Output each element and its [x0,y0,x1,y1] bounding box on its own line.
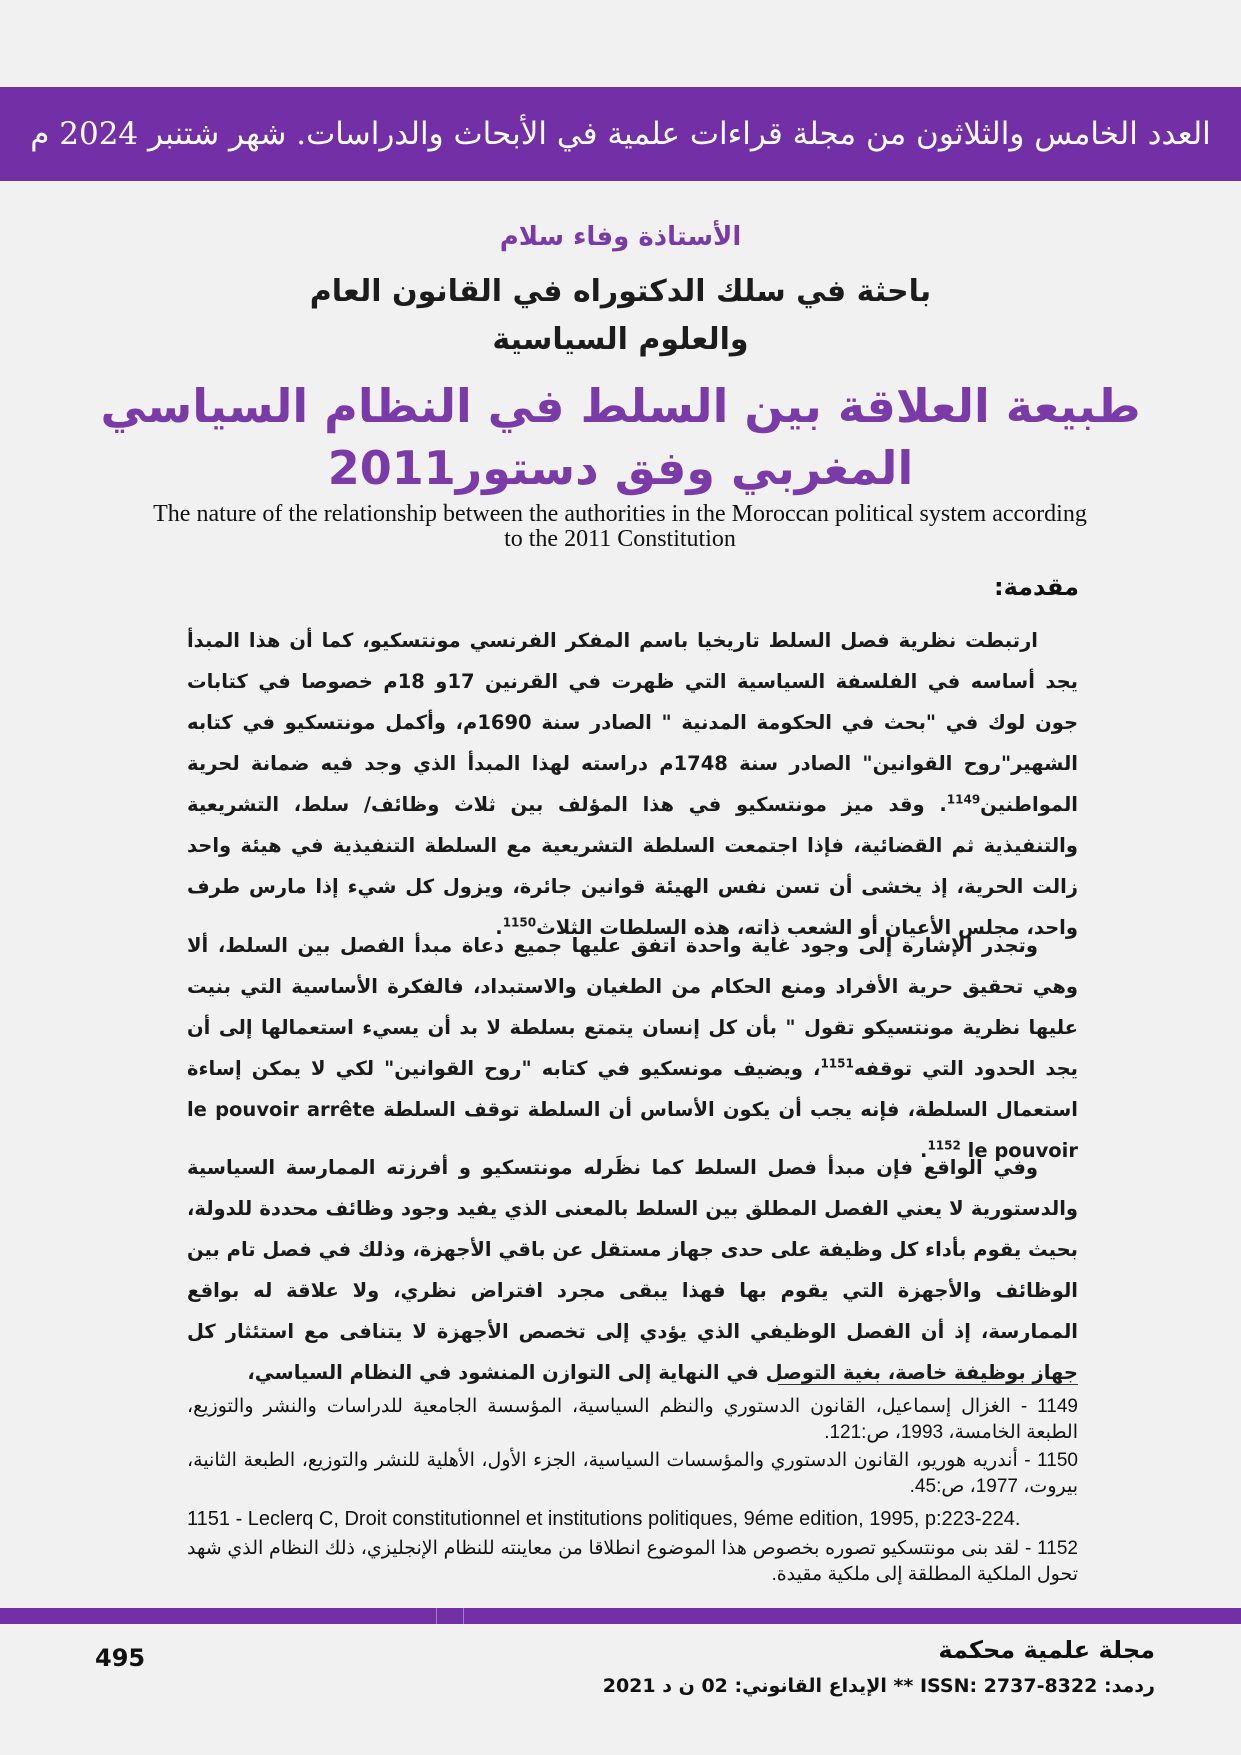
paragraph-2-french-quote: le pouvoir arrête le pouvoir [187,1098,1078,1162]
author-role [0,268,1241,364]
footnotes [187,1394,1078,1590]
legal-deposit-label: الإيداع القانوني: [734,1675,887,1697]
footer-band [0,1608,1241,1624]
paragraph-2 [187,925,1078,1171]
journal-name: مجلة علمية محكمة [938,1636,1155,1664]
footnote-ref-1150[interactable]: 1150 [502,915,537,930]
legal-deposit-value: 02 ن د 2021 [602,1675,728,1697]
paragraph-1-text-b: . وقد ميز مونتسكيو في هذا المؤلف بين ثلاث وظائف/ سلط، التشريعية والتنفيذية ثم القضائية، فإذا اجتمعت السلطة التشريعية مع السلطة التنفيذية في هيئة واحد زالت الحرية، إذ يخشى أن تسن نفس الهيئة قوانين جائرة، ويزول كل شيء إذا مارس طرف واحد، مجلس الأعيان أو الشعب ذاته، هذه السلطات الثلاث [187,793,1078,939]
footnote-ref-1151[interactable]: 1151 [820,1056,854,1071]
paragraph-1 [187,620,1078,948]
article-title-line-1: طبيعة العلاقة بين السلط في النظام السياسي [100,379,1141,433]
footnote-1152 [187,1536,1078,1588]
issn-label: ردمد: [1103,1675,1155,1697]
footnote-number: 1149 [1037,1396,1078,1417]
footnote-number: 1150 [1037,1450,1078,1471]
footnote-text: - الغزال إسماعيل، القانون الدستوري والنظم السياسية، المؤسسة الجامعية للدراسات والنشر والتوزيع، الطبعة الخامسة، 1993، ص:121. [187,1396,1078,1443]
footnote-1150 [187,1448,1078,1500]
paragraph-1-text-c: . [495,916,503,939]
meta-separator: ** [893,1675,914,1697]
footnote-1149 [187,1394,1078,1446]
article-title-english: The nature of the relationship between the authorities in the Moroccan political system according to the 2011 Constitution [153,501,1087,552]
footnote-ref-1152[interactable]: 1152 [927,1138,961,1153]
footnote-text: - أندريه هوريو، القانون الدستوري والمؤسسات السياسية، الجزء الأول، الأهلية للنشر والتوزيع، الطبعة الثانية، بيروت، 1977، ص:45. [187,1450,1078,1497]
author-role-line-1: باحثة في سلك الدكتوراه في القانون العام [309,274,932,309]
article-title-arabic [0,375,1241,499]
paragraph-3 [187,1147,1078,1393]
author-role-line-2: والعلوم السياسية [492,322,749,357]
journal-meta [603,1675,1155,1697]
section-heading-introduction: مقدمة: [993,573,1079,601]
footnote-1151: 1151 - Leclerq C, Droit constitutionnel et institutions politiques, 9éme edition, 1995, p:223-224. [187,1508,1021,1530]
paragraph-3-text: وفي الواقع فإن مبدأ فصل السلط كما نظَرله مونتسكيو و أفرزته الممارسة السياسية والدستورية لا يعني الفصل المطلق بين السلط بالمعنى الذي يفيد وجود وظائف محددة للدولة، بحيث يقوم بأداء كل وظيفة على حدى جهاز مستقل عن باقي الأجهزة، وذلك في فصل تام بين الوظائف والأجهزة التي يقوم بها فهذا يبقى مجرد افتراض نظري، ولا علاقة له بواقع الممارسة، إذ أن الفصل الوظيفي الذي يؤدي إلى تخصص الأجهزة لا يتنافى مع استئثار كل جهاز بوظيفة خاصة، بغية التوصل في النهاية إلى التوازن المنشود في النظام السياسي، [187,1156,1078,1384]
paragraph-2-text-a: وتجدر الإشارة إلى وجود غاية واحدة اتفق عليها جميع دعاة مبدأ الفصل بين السلط، ألا وهي تحقيق حرية الأفراد ومنع الحكام من الطغيان والاستبداد، فالفكرة الأساسية التي بنيت عليها نظرية مونتسيكو تقول " بأن كل إنسان يتمتع بسلطة لا بد أن يسيء استعمالها إلى أن يجد الحدود التي توقفه [187,934,1078,1080]
paragraph-2-text-b: ، ويضيف مونسكيو في كتابه "روح القوانين" لكي لا يمكن إساءة استعمال السلطة، فإنه يجب أن يكون الأساس أن السلطة توقف السلطة [187,1057,1078,1121]
author-name: الأستاذة وفاء سلام [499,222,742,252]
paragraph-2-text-c: . [920,1139,928,1162]
footnote-separator [778,1384,1078,1385]
journal-issue-title: العدد الخامس والثلاثون من مجلة قراءات علمية في الأبحاث والدراسات. شهر شتنبر 2024 م [30,116,1211,152]
footer-band-notch [436,1608,464,1624]
footnote-number: 1152 [1037,1538,1078,1559]
article-title-line-2: المغربي وفق دستور2011 [327,441,914,495]
page-number: 495 [95,1644,146,1672]
footnote-text: - لقد بنى مونتسكيو تصوره بخصوص هذا الموضوع انطلاقا من معاينته للنظام الإنجليزي، ذلك النظام الذي شهد تحول الملكية المطلقة إلى ملكية مقيدة. [187,1538,1078,1585]
issn-value: ISSN: 2737-8322 [919,1675,1098,1697]
paragraph-1-text-a: ارتبطت نظرية فصل السلط تاريخيا باسم المفكر الفرنسي مونتسكيو، كما أن هذا المبدأ يجد أساسه في الفلسفة السياسية التي ظهرت في القرنين 17و 18م خصوصا في كتابات جون لوك في "بحث في الحكومة المدنية " الصادر سنة 1690م، وأكمل مونتسكيو في كتابه الشهير"روح القوانين" الصادر سنة 1748م دراسته لهذا المبدأ الذي وجد فيه ضمانة لحرية المواطنين [187,629,1078,816]
footnote-ref-1149[interactable]: 1149 [946,792,981,807]
journal-header-band [0,87,1241,181]
